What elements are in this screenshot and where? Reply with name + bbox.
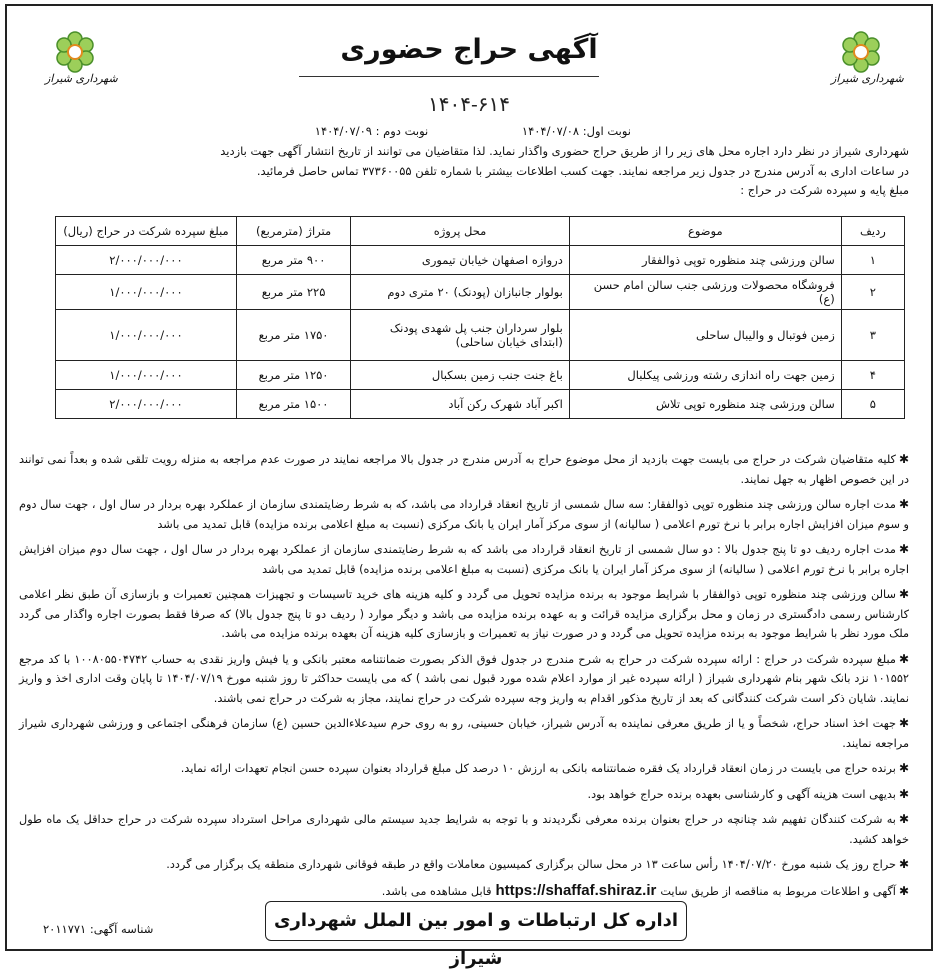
asterisk-bullet-icon: ✱ [898,786,909,801]
note-text: مدت اجاره سالن ورزشی چند منظوره توپی ذوالفقار: سه سال شمسی از تاریخ انعقاد قرارداد می باشد، که به شرط رضایتمندی سازمان از عملکرد بهره بردار در سال اول ، جهت سال دوم و سوم میزان افزایش اجاره برابر با نرخ تورم اعلامی ( سالیانه) از سوی مرکز آمار ایران یا بانک مرکزی (نسبت به مبلغ اعلامی برنده مزایده) قابل تمدید می باشد [19,498,909,531]
handwritten-number: ۱۴۰۴-۶۱۴ [428,92,510,116]
row-index: ۲ [841,275,904,310]
intro-text [29,142,909,201]
note-item [19,540,909,579]
asterisk-bullet-icon: ✱ [898,542,909,556]
intro-line: در ساعات اداری به آدرس مندرج در جدول زیر مراجعه نمایند. جهت کسب اطلاعات بیشتر با شماره تلفن ۳۷۳۶۰۰۵۵ تماس حاصل فرمائید. [256,163,909,178]
table-header-row [56,217,905,246]
row-location: باغ جنت جنب زمین بسکبال [351,361,570,390]
note-text: کلیه متقاضیان شرکت در حراج می بایست جهت بازدید از محل موضوع حراج به آدرس مندرج در جدول بالا مراجعه نمایند در صورت عدم مراجعه به منزله رویت تلقی شده و بعداً نمی توانند در این خصوص اظهار به جهل نمایند. [19,453,909,486]
note-text: مبلغ سپرده شرکت در حراج : ارائه سپرده شرکت در حراج به شرح مندرج در جدول فوق الذکر بصورت ضمانتنامه معتبر بانکی و یا فیش واریز نقدی به حساب ۱۰۰۸۰۵۵۰۴۷۴۲ با کد مرجع ۱۰۱۵۵۲ نزد بانک شهر بنام شهرداری شیراز ( ارائه سپرده غیر از موارد اعلام شده مورد قبول نمی باشد ) که می بایست حداکثر تا روز شنبه مورخ ۱۴۰۴/۰۷/۱۹ تا پایان وقت اداری اخذ و واریز نمایند. شایان ذکر است شرکت کنندگانی که بعد از تاریخ مذکور اقدام به واریز وجه سپرده شرکت در حراج نمایند، مجاز به شرکت در حراج نمی باشند. [19,652,909,705]
logo-caption: شهرداری شیراز [45,72,118,85]
col-header-area: متراژ (مترمربع) [236,217,350,246]
asterisk-bullet-icon: ✱ [898,587,909,601]
asterisk-bullet-icon: ✱ [898,761,909,775]
asterisk-bullet-icon: ✱ [898,812,909,826]
note-item [19,585,909,644]
note-item [19,855,909,875]
intro-line: شهرداری شیراز در نظر دارد اجاره محل های زیر را از طریق حراج حضوری واگذار نماید. لذا متقاضیان می توانند از تاریخ انتشار آگهی جهت بازدید [220,144,909,158]
intro-line: مبلغ پایه و سپرده شرکت در حراج : [740,183,909,197]
asterisk-bullet-icon: ✱ [898,716,909,730]
row-deposit: ۲/۰۰۰/۰۰۰/۰۰۰ [56,246,237,275]
table-row [56,361,905,390]
table-row [56,390,905,419]
row-area: ۱۲۵۰ متر مربع [236,361,350,390]
logo-caption: شهرداری شیراز [831,72,904,85]
auction-items-table [55,216,905,419]
note-text: مدت اجاره ردیف دو تا پنج جدول بالا : دو سال شمسی از تاریخ انعقاد قرارداد می باشد که به شرط رضایتمندی سازمان از عملکرد بهره بردار در سال اول ، جهت سال دوم میزان افزایش اجاره برابر با نرخ تورم اعلامی ( سالیانه) از سوی مرکز آمار ایران یا بانک مرکزی (نسبت به مبلغ اعلامی برنده مزایده) قابل تمدید می باشد [19,543,909,576]
row-deposit: ۱/۰۰۰/۰۰۰/۰۰۰ [56,275,237,310]
note-item [19,714,909,753]
row-subject: فروشگاه محصولات ورزشی جنب سالن امام حسن (ع) [569,275,841,310]
note-text: آگهی و اطلاعات مربوط به مناقصه از طریق سایت [660,884,896,898]
row-area: ۱۷۵۰ متر مربع [236,310,350,361]
row-subject: سالن ورزشی چند منظوره توپی ذوالفقار [569,246,841,275]
note-text: برنده حراج می بایست در زمان انعقاد قرارداد یک فقره ضمانتنامه بانکی به ارزش ۱۰ درصد کل مبلغ قرارداد بعنوان سپرده حسن انجام تعهدات ارائه نماید. [180,762,896,775]
notice-title: آگهی حراج حضوری [340,34,598,65]
title-divider [299,76,599,77]
ad-identifier: شناسه آگهی: ۲۰۱۱۷۷۱ [43,922,154,936]
auction-notice-page [5,4,933,969]
col-header-index: ردیف [841,217,904,246]
col-header-location: محل پروژه [351,217,570,246]
note-text: قابل مشاهده می باشد. [381,884,492,898]
row-location: بلوار سرداران جنب پل شهدی پودنک (ابتدای خیابان ساحلی) [351,310,570,361]
asterisk-bullet-icon: ✱ [898,651,909,666]
note-item [19,495,909,534]
second-round-date: نوبت دوم : ۱۴۰۴/۰۷/۰۹ [314,124,429,138]
row-area: ۹۰۰ متر مربع [236,246,350,275]
row-subject: سالن ورزشی چند منظوره توپی تلاش [569,390,841,419]
row-subject: زمین فوتبال و والیبال ساحلی [569,310,841,361]
note-item [19,810,909,849]
asterisk-bullet-icon: ✱ [898,452,909,466]
row-location: اکبر آباد شهرک رکن آباد [351,390,570,419]
table-row [56,310,905,361]
row-index: ۵ [841,390,904,419]
note-text: جهت اخذ اسناد حراج، شخصاً و یا از طریق معرفی نماینده به آدرس شیراز، خیابان حسینی، رو به روی حرم سیدعلاءالدین حسین (ع) سازمان فرهنگی اجتماعی و ورزشی شهرداری شیراز مراجعه نمایند. [19,717,909,750]
row-index: ۴ [841,361,904,390]
website-link[interactable]: https://shaffaf.shiraz.ir [495,881,657,899]
row-index: ۳ [841,310,904,361]
table-row [56,275,905,310]
row-deposit: ۱/۰۰۰/۰۰۰/۰۰۰ [56,361,237,390]
asterisk-bullet-icon: ✱ [898,883,909,898]
row-location: دروازه اصفهان خیابان تیموری [351,246,570,275]
notes-section [19,450,909,907]
publication-dates [225,124,631,138]
note-text: بدیهی است هزینه آگهی و کارشناسی بعهده برنده حراج خواهد بود. [587,787,896,801]
row-subject: زمین جهت راه اندازی رشته ورزشی پیکلبال [569,361,841,390]
row-area: ۱۵۰۰ متر مربع [236,390,350,419]
asterisk-bullet-icon: ✱ [898,857,909,871]
note-text: سالن ورزشی چند منظوره توپی ذوالفقار با شرایط موجود به برنده مزایده تحویل می گردد و کلیه هزینه های خرید تاسیسات و تجهیزات همچنین تعمیرات و بازسازی آن طبق نظر اعلامی کارشناس رسمی دادگستری در زمان و محل برگزاری مزایده قرائت و به عهده برنده مزایده می باشد و دیگر موارد ( ردیف دو تا پنج جدول بالا) که صرفا فقط بصورت اجاره واگذار می گردد ملک مورد نظر با شرایط موجود به برنده مزایده تحویل می گردد و در صورت نیاز به تعمیرات و بازسازی کلیه هزینه آن بعهده برنده مزایده می باشد. [19,588,909,640]
row-deposit: ۲/۰۰۰/۰۰۰/۰۰۰ [56,390,237,419]
note-text: حراج روز یک شنبه مورخ ۱۴۰۴/۰۷/۲۰ رأس ساعت ۱۳ در محل سالن برگزاری کمیسیون معاملات واقع در طبقه فوقانی شهرداری منطقه یک برگزار می گردد. [166,858,896,871]
asterisk-bullet-icon: ✱ [898,497,909,511]
row-area: ۲۲۵ متر مربع [236,275,350,310]
note-text: به شرکت کنندگان تفهیم شد چنانچه در حراج بعنوان برنده معرفی نگردیدند و با توجه به شرایط جدید سیستم مالی شهرداری مراحل استرداد سپرده شرکت در حراج حداقل یک ماه طول خواهد کشید. [19,813,909,846]
table-row [56,246,905,275]
department-banner: اداره کل ارتباطات و امور بین الملل شهرداری شیراز [265,901,687,941]
row-location: بولوار جانبازان (پودنک) ۲۰ متری دوم [351,275,570,310]
note-item [19,759,909,779]
note-item [19,650,909,709]
row-index: ۱ [841,246,904,275]
first-round-date: نوبت اول: ۱۴۰۴/۰۷/۰۸ [521,124,631,138]
col-header-subject: موضوع [569,217,841,246]
note-item [19,785,909,805]
row-deposit: ۱/۰۰۰/۰۰۰/۰۰۰ [56,310,237,361]
note-item [19,881,909,902]
note-item [19,450,909,489]
col-header-deposit: مبلغ سپرده شرکت در حراج (ریال) [56,217,237,246]
